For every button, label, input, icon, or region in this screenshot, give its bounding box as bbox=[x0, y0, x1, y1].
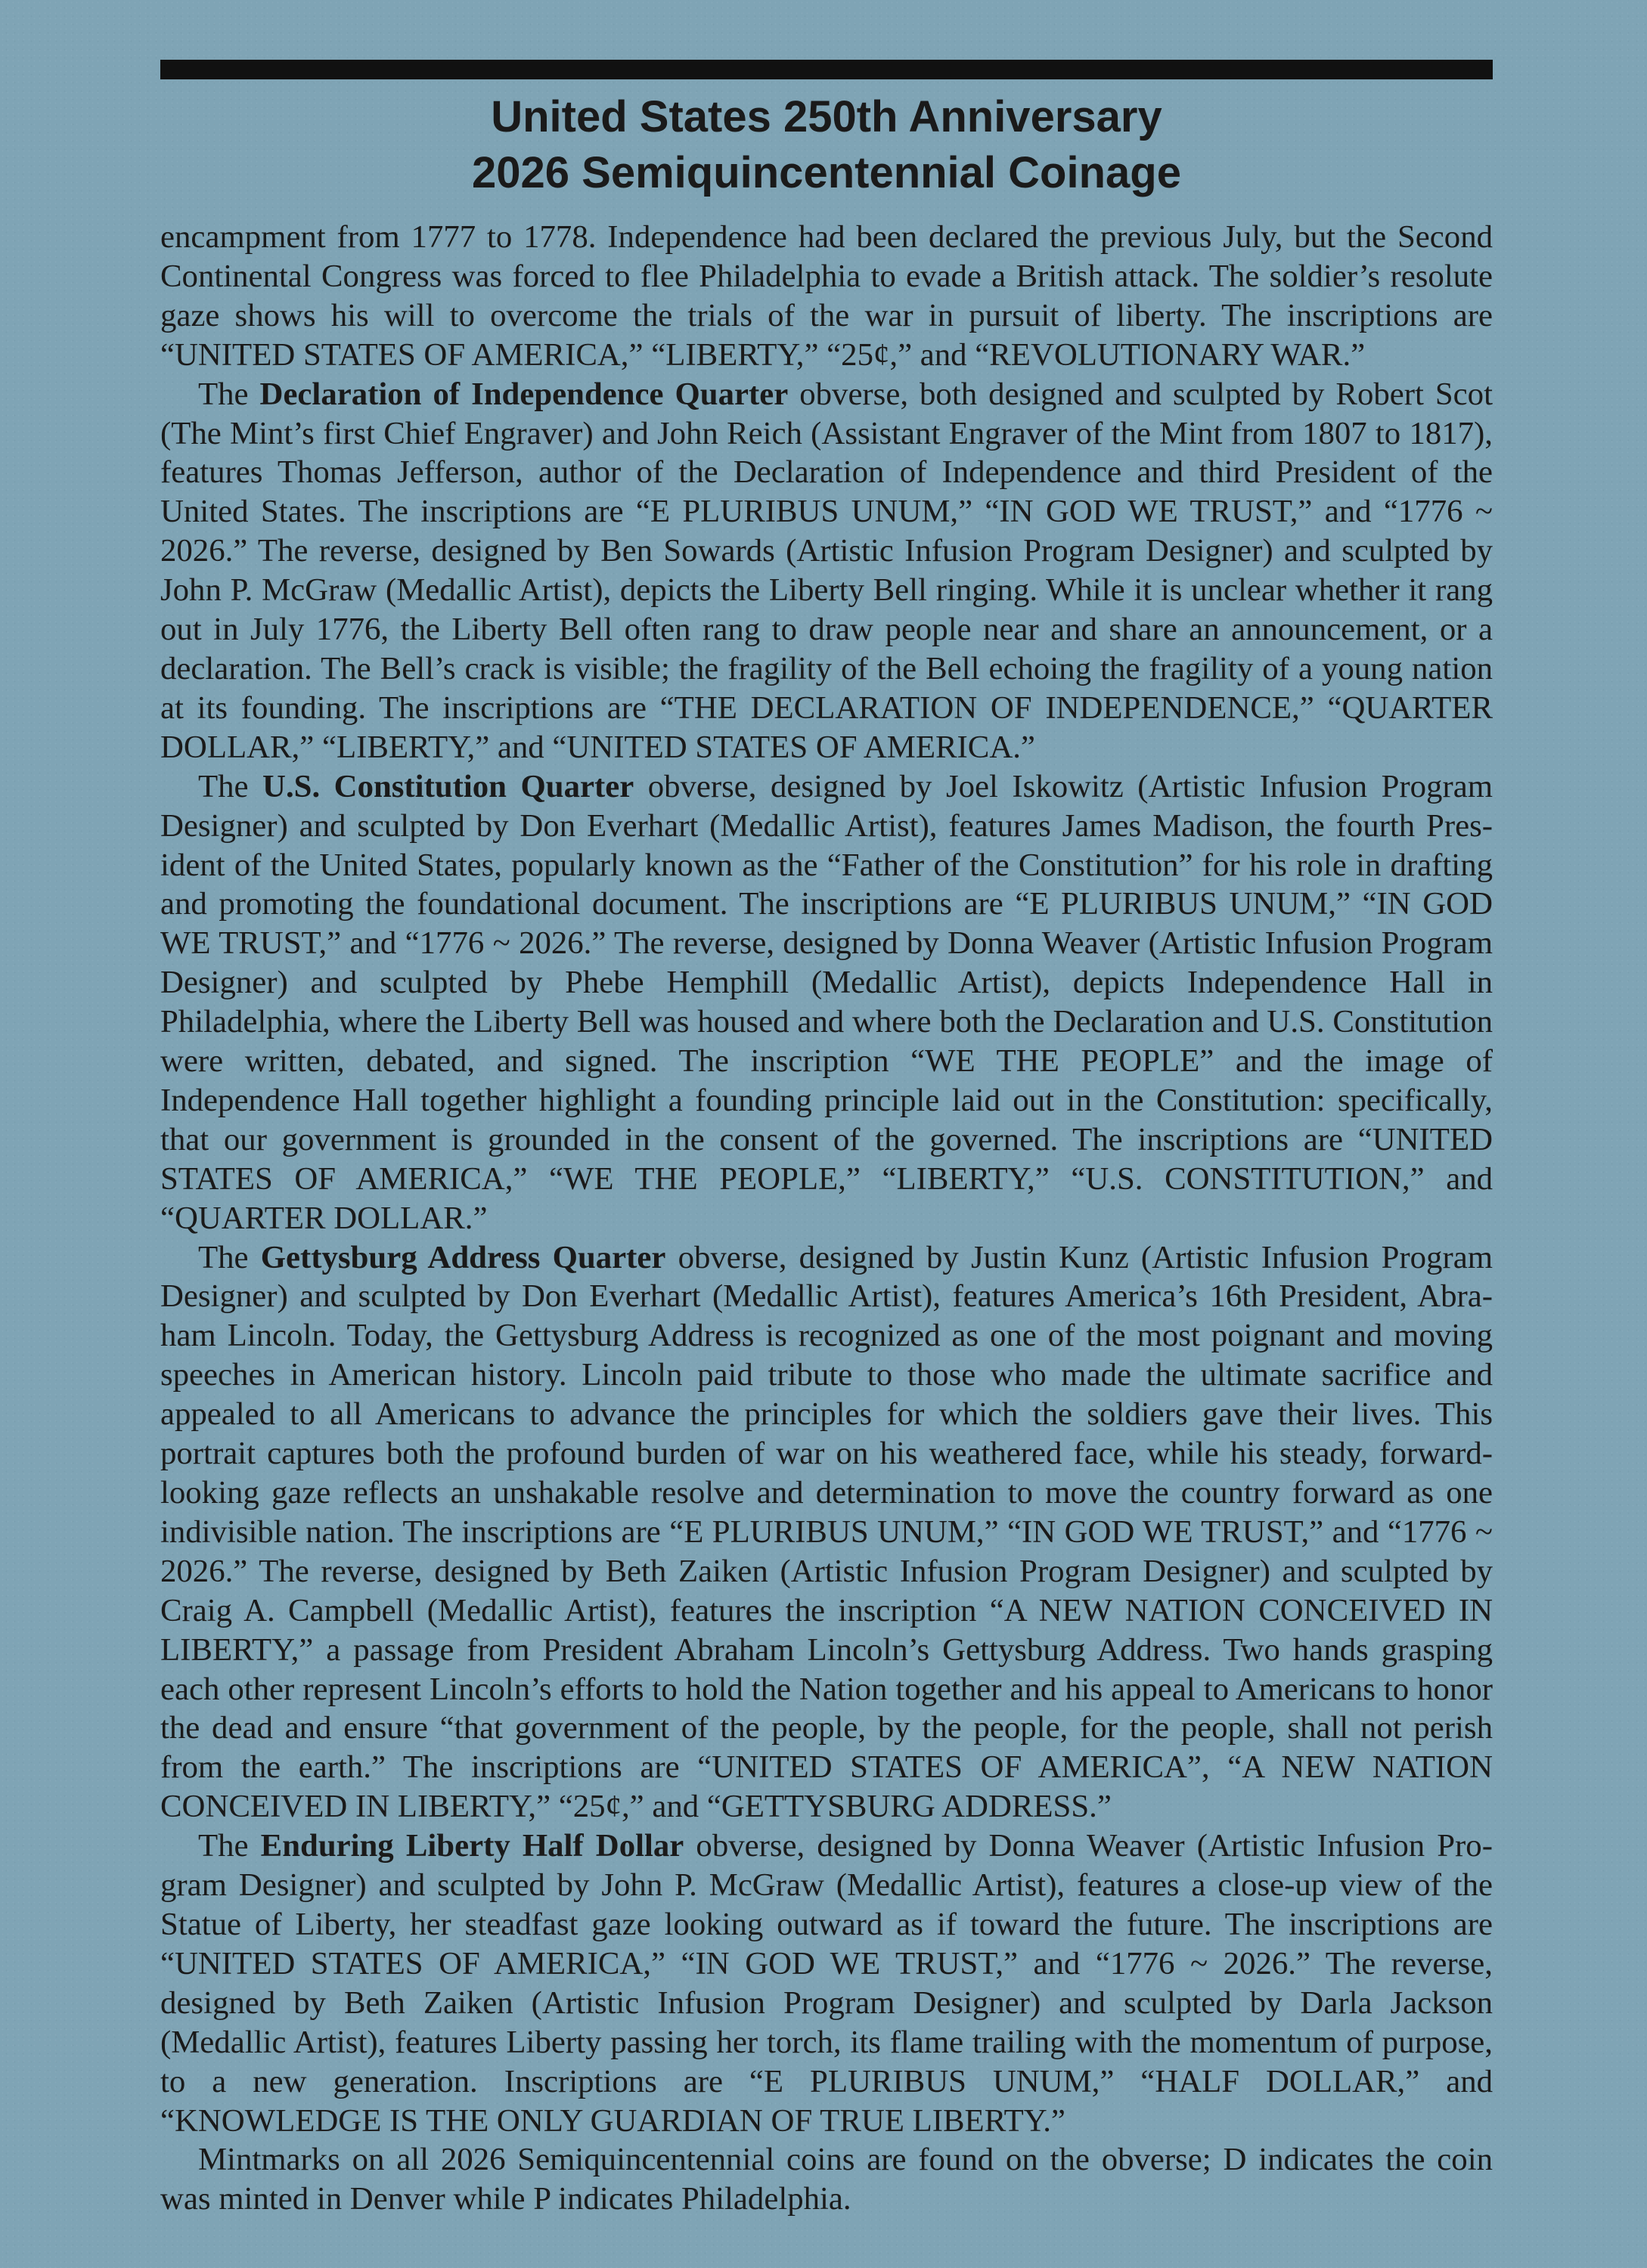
paragraph-lead: The bbox=[198, 376, 260, 412]
paragraph-text: encampment from 1777 to 1778. Independence had been declared the previous July, but the Second Continental Congress was forced to flee Philadelphia to evade a British attack. The soldier’s resolute gaze shows his will to overcome the trials of the war in pursuit of liberty. The inscriptions are “UNITED STATES OF AMERICA,” “LIBERTY,” “25¢,” and “REVOLUTIONARY WAR.” bbox=[160, 219, 1493, 373]
article-body bbox=[160, 218, 1493, 2219]
coin-name-declaration: Declaration of Independence Quarter bbox=[259, 376, 789, 412]
paragraph-continuation bbox=[160, 218, 1493, 375]
paragraph-lead: The bbox=[198, 1828, 261, 1864]
page-title bbox=[160, 89, 1493, 201]
coin-name-gettysburg: Gettysburg Address Quarter bbox=[260, 1239, 666, 1275]
paragraph-half-dollar bbox=[160, 1826, 1493, 2140]
paragraph-constitution-quarter bbox=[160, 767, 1493, 1238]
paragraph-lead: The bbox=[198, 1239, 261, 1275]
header-rule bbox=[160, 60, 1493, 79]
paragraph-text: obverse, designed by Joel Iskowitz (Artistic Infusion Program Designer) and sculpted by Don Everhart (Medallic Artist), features James Madison, the fourth President of the United States, popularly known as the “Father of the Constitution” for his role in drafting and promoting the foundational document. The inscriptions are “E PLURIBUS UNUM,” “IN GOD WE TRUST,” and “1776 ~ 2026.” The reverse, designed by Donna Weaver (Artistic Infusion Program Designer) and sculpted by Phebe Hemphill (Medallic Artist), depicts Independence Hall in Philadelphia, where the Liberty Bell was housed and where both the Declaration and U.S. Constitution were written, debated, and signed. The inscription “WE THE PEOPLE” and the image of Independence Hall together highlight a founding principle laid out in the Constitution: specifically, that our government is grounded in the consent of the governed. The inscriptions are “UNITED STATES OF AMERICA,” “WE THE PEOPLE,” “LIBERTY,” “U.S. CONSTITUTION,” and “QUARTER DOLLAR.” bbox=[160, 768, 1493, 1236]
paragraph-text: Mintmarks on all 2026 Semiquincentennial coins are found on the obverse; D indicates the coin was minted in Denver while P indicates Philadelphia. bbox=[160, 2142, 1493, 2217]
paragraph-gettysburg-quarter bbox=[160, 1238, 1493, 1827]
paragraph-text: obverse, both designed and sculpted by Robert Scot (The Mint’s first Chief Engraver) and John Reich (Assistant Engraver of the Mint from 1807 to 1817), features Thomas Jefferson, author of the Declaration of Independence and third President of the United States. The inscriptions are “E PLURIBUS UNUM,” “IN GOD WE TRUST,” and “1776 ~ 2026.” The reverse, designed by Ben Sowards (Artistic Infusion Program Designer) and sculpted by John P. McGraw (Medallic Artist), depicts the Liberty Bell ringing. While it is unclear whether it rang out in July 1776, the Liberty Bell often rang to draw people near and share an announcement, or a declaration. The Bell’s crack is visible; the fragility of the Bell echoing the fragility of a young nation at its founding. The inscriptions are “THE DECLARATION OF INDEPENDENCE,” “QUARTER DOLLAR,” “LIBERTY,” and “UNITED STATES OF AMERICA.” bbox=[160, 376, 1493, 765]
paragraph-declaration-quarter bbox=[160, 375, 1493, 767]
paragraph-text: obverse, designed by Donna Weaver (Artistic Infusion Program Designer) and sculpted by John P. McGraw (Medallic Artist), features a close-up view of the Statue of Liberty, her steadfast gaze looking outward as if toward the future. The inscriptions are “UNITED STATES OF AMERICA,” “IN GOD WE TRUST,” and “1776 ~ 2026.” The reverse, designed by Beth Zaiken (Artistic Infusion Program Designer) and sculpted by Darla Jackson (Medallic Artist), features Liberty passing her torch, its flame trailing with the momentum of purpose, to a new generation. Inscriptions are “E PLURIBUS UNUM,” “HALF DOLLAR,” and “KNOWLEDGE IS THE ONLY GUARDIAN OF TRUE LIBERTY.” bbox=[160, 1828, 1493, 2139]
title-line-1: United States 250th Anniversary bbox=[491, 92, 1162, 141]
title-line-2: 2026 Semiquincentennial Coinage bbox=[472, 148, 1181, 197]
paragraph-lead: The bbox=[198, 768, 263, 804]
coin-name-half-dollar: Enduring Liberty Half Dollar bbox=[260, 1828, 684, 1864]
paragraph-mintmarks bbox=[160, 2140, 1493, 2219]
paragraph-text: obverse, designed by Justin Kunz (Artistic Infusion Program Designer) and sculpted by Don Everhart (Medallic Artist), features America’s 16th President, Abraham Lincoln. Today, the Gettysburg Address is recognized as one of the most poignant and moving speeches in American history. Lincoln paid tribute to those who made the ultimate sacrifice and appealed to all Americans to advance the principles for which the soldiers gave their lives. This portrait captures both the profound burden of war on his weathered face, while his steady, forward-looking gaze reflects an unshakable resolve and determination to move the country forward as one indivisible nation. The inscriptions are “E PLURIBUS UNUM,” “IN GOD WE TRUST,” and “1776 ~ 2026.” The reverse, designed by Beth Zaiken (Artistic Infusion Program Designer) and sculpted by Craig A. Campbell (Medallic Artist), features the inscription “A NEW NATION CONCEIVED IN LIBERTY,” a passage from President Abraham Lincoln’s Gettysburg Address. Two hands grasping each other represent Lincoln’s efforts to hold the Nation together and his appeal to Americans to honor the dead and ensure “that government of the people, by the people, for the people, shall not perish from the earth.” The inscriptions are “UNITED STATES OF AMERICA”, “A NEW NATION CONCEIVED IN LIBERTY,” “25¢,” and “GETTYSBURG ADDRESS.” bbox=[160, 1239, 1493, 1825]
coin-name-constitution: U.S. Constitution Quarter bbox=[262, 768, 634, 804]
